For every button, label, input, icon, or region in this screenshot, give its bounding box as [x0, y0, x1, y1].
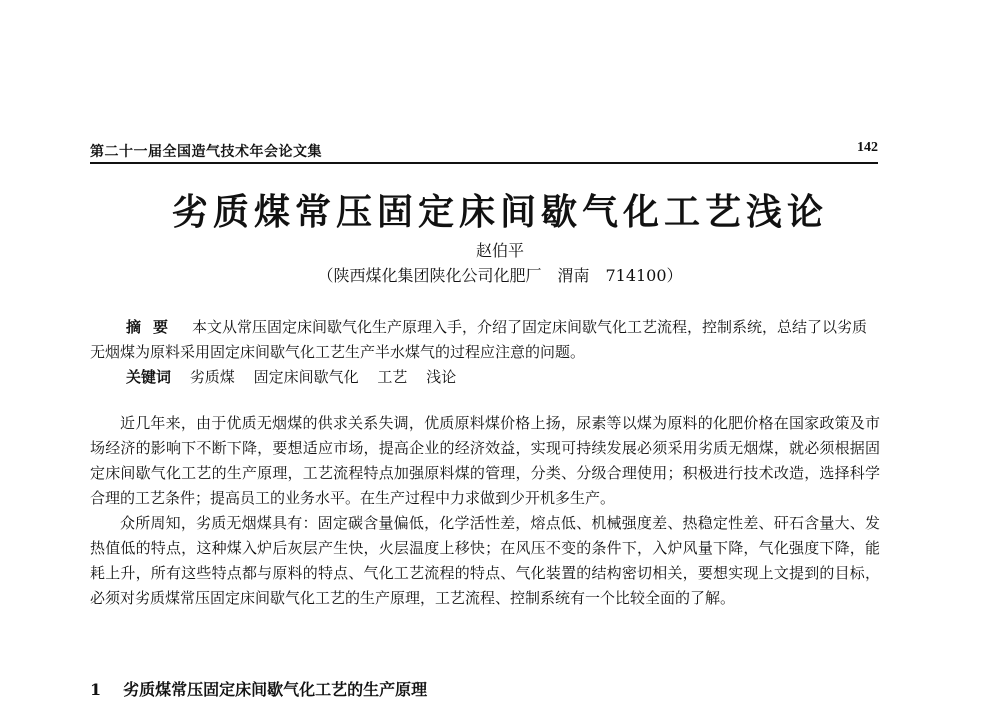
- keyword: 固定床间歇气化: [253, 368, 359, 386]
- page-number: 142: [857, 140, 878, 155]
- keywords-label: 关键词: [126, 368, 172, 386]
- journal-title: 第二十一届全国造气技术年会论文集: [90, 144, 322, 160]
- running-header: [90, 140, 878, 164]
- body-text: [90, 411, 880, 611]
- abstract-label: 摘要: [126, 318, 181, 336]
- keyword: 浅论: [426, 368, 457, 386]
- body-paragraph: 众所周知，劣质无烟煤具有：固定碳含量偏低，化学活性差，熔点低、机械强度差、热稳定性差、矸石含量大、发热值低的特点，这种煤入炉后灰层产生快，火层温度上移快；在风压不变的条件下，入炉风量下降，气化强度下降，能耗上升，所有这些特点都与原料的特点、气化工艺流程的特点、气化装置的结构密切相关，要想实现上文提到的目标，必须对劣质煤常压固定床间歇气化工艺的生产原理，工艺流程、控制系统有一个比较全面的了解。: [90, 514, 880, 607]
- paper-title: 劣质煤常压固定床间歇气化工艺浅论: [171, 191, 828, 233]
- keywords: [126, 365, 470, 390]
- section-number: 1: [90, 680, 102, 699]
- author-affiliation: （陕西煤化集团陕化公司化肥厂 渭南 714100）: [317, 266, 683, 285]
- section-heading: [90, 677, 427, 700]
- abstract-text: 本文从常压固定床间歇气化生产原理入手，介绍了固定床间歇气化工艺流程，控制系统，总结了以劣质无烟煤为原料采用固定床间歇气化工艺生产半水煤气的过程应注意的问题。: [90, 318, 868, 361]
- section-title: 劣质煤常压固定床间歇气化工艺的生产原理: [123, 680, 428, 699]
- body-paragraph: 近几年来，由于优质无烟煤的供求关系失调，优质原料煤价格上扬，尿素等以煤为原料的化肥价格在国家政策及市场经济的影响下不断下降，要想适应市场，提高企业的经济效益，实现可持续发展必须采用劣质无烟煤，就必须根据固定床间歇气化工艺的生产原理，工艺流程特点加强原料煤的管理，分类、分级合理使用；积极进行技术改造，选择科学合理的工艺条件；提高员工的业务水平。在生产过程中力求做到少开机多生产。: [90, 414, 880, 507]
- keyword: 劣质煤: [189, 368, 235, 386]
- author-name: 赵伯平: [475, 241, 524, 260]
- keyword: 工艺: [377, 368, 408, 386]
- abstract: [90, 315, 880, 365]
